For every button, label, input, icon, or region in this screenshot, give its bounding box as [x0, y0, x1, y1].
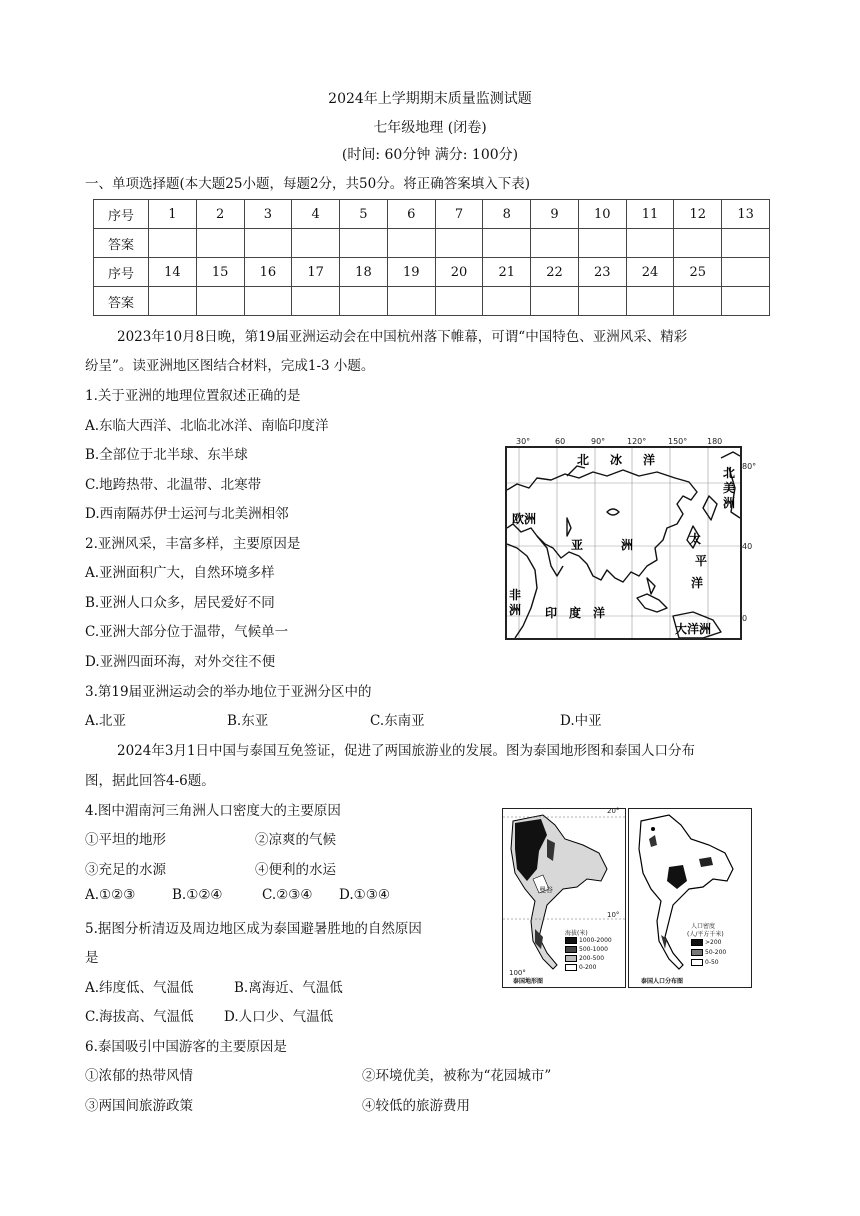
table-row — [94, 258, 770, 287]
answer-cell[interactable] — [626, 229, 674, 258]
seq-cell: 18 — [340, 258, 388, 287]
answer-label: 答案 — [94, 287, 149, 316]
population-legend-item — [691, 959, 719, 966]
q3-option-d: D.中亚 — [560, 713, 602, 729]
q2-stem: 2.亚洲风采，丰富多样，主要原因是 — [85, 536, 301, 552]
thailand-terrain-map — [502, 808, 626, 988]
legend-swatch — [565, 937, 577, 944]
q5-stem: 5.据图分析清迈及周边地区成为泰国避暑胜地的自然原因 — [85, 921, 422, 937]
answer-cell[interactable] — [387, 229, 435, 258]
q2-option-d: D.亚洲四面环海，对外交往不便 — [85, 654, 276, 670]
answer-cell[interactable] — [244, 229, 292, 258]
seq-cell: 3 — [244, 200, 292, 229]
q2-option-b: B.亚洲人口众多，居民爱好不同 — [85, 595, 275, 611]
seq-cell: 16 — [244, 258, 292, 287]
q4-opt-1: ①平坦的地形 — [85, 832, 166, 848]
passage1-line1: 2023年10月8日晚，第19届亚洲运动会在中国杭州落下帷幕，可谓“中国特色、亚洲风采、精彩 — [117, 329, 688, 345]
exam-subtitle: 七年级地理 (闭卷) — [373, 120, 487, 136]
legend-swatch — [691, 949, 703, 956]
seq-cell: 17 — [292, 258, 340, 287]
legend-swatch — [691, 939, 703, 946]
q1-option-b: B.全部位于北半球、东半球 — [85, 447, 248, 463]
map-tick: 0 — [742, 614, 748, 623]
answer-cell[interactable] — [292, 229, 340, 258]
exam-time-info: (时间: 60分钟 满分: 100分) — [341, 147, 519, 163]
terrain-legend-item — [565, 955, 604, 962]
answer-cell[interactable] — [531, 229, 579, 258]
population-legend-unit: (人/平方千米) — [687, 931, 724, 938]
asia-map-frame — [505, 446, 742, 640]
answer-cell[interactable] — [674, 287, 722, 316]
seq-cell: 23 — [578, 258, 626, 287]
q4-option-b: B.①②④ — [172, 887, 223, 903]
answer-cell[interactable] — [722, 287, 770, 316]
q2-option-a: A.亚洲面积广大，自然环境多样 — [85, 565, 275, 581]
answer-cell[interactable] — [149, 287, 197, 316]
q5-option-d: D.人口少、气温低 — [224, 1009, 334, 1025]
seq-cell — [722, 258, 770, 287]
terrain-legend-item — [565, 964, 596, 971]
seq-cell: 6 — [387, 200, 435, 229]
legend-swatch — [565, 955, 577, 962]
answer-cell[interactable] — [626, 287, 674, 316]
map-label-pacific: 平 — [695, 554, 708, 568]
answer-cell[interactable] — [531, 287, 579, 316]
legend-label: 200-500 — [579, 955, 605, 962]
map-tick: 90° — [591, 437, 606, 446]
legend-label: 500-1000 — [579, 946, 608, 953]
answer-cell[interactable] — [674, 229, 722, 258]
seq-cell: 12 — [674, 200, 722, 229]
thailand-population-map — [628, 808, 752, 988]
seq-cell: 11 — [626, 200, 674, 229]
answer-cell[interactable] — [149, 229, 197, 258]
seq-label: 序号 — [94, 258, 149, 287]
legend-swatch — [565, 946, 577, 953]
legend-label: 1000-2000 — [579, 937, 612, 944]
q1-option-d: D.西南隔苏伊士运河与北美洲相邻 — [85, 506, 289, 522]
answer-cell[interactable] — [483, 287, 531, 316]
population-legend-item — [691, 949, 726, 956]
terrain-tick: 100° — [509, 969, 526, 977]
answer-cell[interactable] — [722, 229, 770, 258]
answer-cell[interactable] — [483, 229, 531, 258]
map-label-north-america: 北美洲 — [723, 466, 736, 510]
terrain-city-label: 曼谷 — [539, 886, 553, 894]
q3-option-c: C.东南亚 — [370, 713, 425, 729]
map-label-pacific: 洋 — [691, 576, 704, 590]
population-map-caption: 泰国人口分布图 — [641, 978, 684, 985]
q2-option-c: C.亚洲大部分位于温带，气候单一 — [85, 624, 289, 640]
q6-stem: 6.泰国吸引中国游客的主要原因是 — [85, 1039, 287, 1055]
answer-cell[interactable] — [340, 229, 388, 258]
map-label-arctic: 北 — [577, 453, 590, 467]
seq-cell: 15 — [196, 258, 244, 287]
table-row — [94, 200, 770, 229]
q6-opt-4: ④较低的旅游费用 — [362, 1098, 470, 1114]
answer-table — [93, 199, 770, 316]
q5-option-a: A.纬度低、气温低 — [85, 980, 194, 996]
seq-cell: 25 — [674, 258, 722, 287]
passage2-line1: 2024年3月1日中国与泰国互免签证，促进了两国旅游业的发展。图为泰国地形图和泰国人口分布 — [117, 743, 696, 759]
answer-cell[interactable] — [435, 229, 483, 258]
map-label-oceania: 大洋洲 — [675, 622, 712, 636]
q4-opt-3: ③充足的水源 — [85, 862, 166, 878]
table-row — [94, 287, 770, 316]
map-label-pacific: 太 — [689, 532, 702, 546]
map-label-arctic: 洋 — [643, 453, 656, 467]
map-tick: 40 — [742, 542, 753, 551]
q4-opt-2: ②凉爽的气候 — [255, 832, 336, 848]
q6-opt-2: ②环境优美，被称为“花园城市” — [362, 1068, 552, 1084]
population-legend-item — [691, 939, 721, 946]
seq-cell: 7 — [435, 200, 483, 229]
seq-cell: 2 — [196, 200, 244, 229]
legend-label: 0-50 — [705, 959, 719, 966]
q4-option-c: C.②③④ — [262, 887, 313, 903]
legend-label: 50-200 — [705, 949, 727, 956]
map-tick: 80° — [742, 462, 757, 471]
seq-cell: 5 — [340, 200, 388, 229]
seq-cell: 22 — [531, 258, 579, 287]
legend-label: 0-200 — [579, 964, 597, 971]
answer-cell[interactable] — [196, 287, 244, 316]
seq-cell: 13 — [722, 200, 770, 229]
map-tick: 120° — [627, 437, 647, 446]
legend-swatch — [565, 964, 577, 971]
q3-stem: 3.第19届亚洲运动会的举办地位于亚洲分区中的 — [85, 684, 372, 700]
map-tick: 180 — [707, 437, 723, 446]
map-tick: 150° — [668, 437, 688, 446]
q1-stem: 1.关于亚洲的地理位置叙述正确的是 — [85, 388, 301, 404]
answer-cell[interactable] — [578, 287, 626, 316]
q5-option-c: C.海拔高、气温低 — [85, 1009, 194, 1025]
q3-option-b: B.东亚 — [227, 713, 269, 729]
answer-label: 答案 — [94, 229, 149, 258]
exam-title: 2024年上学期期末质量监测试题 — [328, 91, 532, 107]
map-label-indian: 度 — [569, 606, 582, 620]
answer-cell[interactable] — [340, 287, 388, 316]
q4-opt-4: ④便利的水运 — [255, 862, 336, 878]
q6-opt-1: ①浓郁的热带风情 — [85, 1068, 193, 1084]
seq-cell: 24 — [626, 258, 674, 287]
q5-option-b: B.离海近、气温低 — [234, 980, 343, 996]
population-map-drawing — [629, 809, 751, 987]
map-label-indian: 洋 — [593, 606, 606, 620]
q1-option-c: C.地跨热带、北温带、北寒带 — [85, 477, 262, 493]
seq-cell: 8 — [483, 200, 531, 229]
seq-cell: 4 — [292, 200, 340, 229]
map-label-indian: 印 — [545, 606, 558, 620]
q6-opt-3: ③两国间旅游政策 — [85, 1098, 193, 1114]
seq-cell: 21 — [483, 258, 531, 287]
map-label-asia: 亚 — [571, 538, 584, 552]
passage2-line2: 图，据此回答4-6题。 — [85, 773, 215, 789]
seq-cell: 1 — [149, 200, 197, 229]
map-label-arctic: 冰 — [610, 453, 623, 467]
terrain-map-caption: 泰国地形图 — [513, 978, 544, 985]
seq-cell: 10 — [578, 200, 626, 229]
q5-stem-cont: 是 — [85, 950, 99, 966]
legend-label: >200 — [705, 939, 722, 946]
answer-cell[interactable] — [578, 229, 626, 258]
map-tick: 30° — [516, 437, 531, 446]
q4-stem: 4.图中湄南河三角洲人口密度大的主要原因 — [85, 803, 341, 819]
q3-option-a: A.北亚 — [85, 713, 127, 729]
q4-option-a: A.①②③ — [85, 887, 136, 903]
population-legend-title: 人口密度 — [691, 923, 716, 930]
seq-label: 序号 — [94, 200, 149, 229]
legend-swatch — [691, 959, 703, 966]
terrain-legend-item — [565, 937, 612, 944]
seq-cell: 14 — [149, 258, 197, 287]
map-tick: 60 — [555, 437, 566, 446]
seq-cell: 9 — [531, 200, 579, 229]
terrain-tick: 20° — [607, 807, 620, 815]
terrain-legend-title: 海拔(米) — [565, 930, 588, 937]
map-label-africa: 非洲 — [509, 588, 522, 617]
q4-option-d: D.①③④ — [339, 887, 390, 903]
table-row — [94, 229, 770, 258]
map-label-asia: 洲 — [621, 538, 634, 552]
seq-cell: 19 — [387, 258, 435, 287]
answer-cell[interactable] — [196, 229, 244, 258]
section-heading: 一、单项选择题(本大题25小题，每题2分，共50分。将正确答案填入下表) — [85, 176, 530, 192]
terrain-legend-item — [565, 946, 608, 953]
seq-cell: 20 — [435, 258, 483, 287]
passage1-line2: 纷呈”。读亚洲地区图结合材料，完成1-3 小题。 — [85, 358, 375, 374]
terrain-tick: 10° — [607, 911, 620, 919]
answer-cell[interactable] — [292, 287, 340, 316]
q1-option-a: A.东临大西洋、北临北冰洋、南临印度洋 — [85, 418, 329, 434]
map-label-europe: 欧洲 — [512, 512, 537, 526]
answer-cell[interactable] — [244, 287, 292, 316]
terrain-map-drawing — [503, 809, 625, 987]
answer-cell[interactable] — [387, 287, 435, 316]
answer-cell[interactable] — [435, 287, 483, 316]
